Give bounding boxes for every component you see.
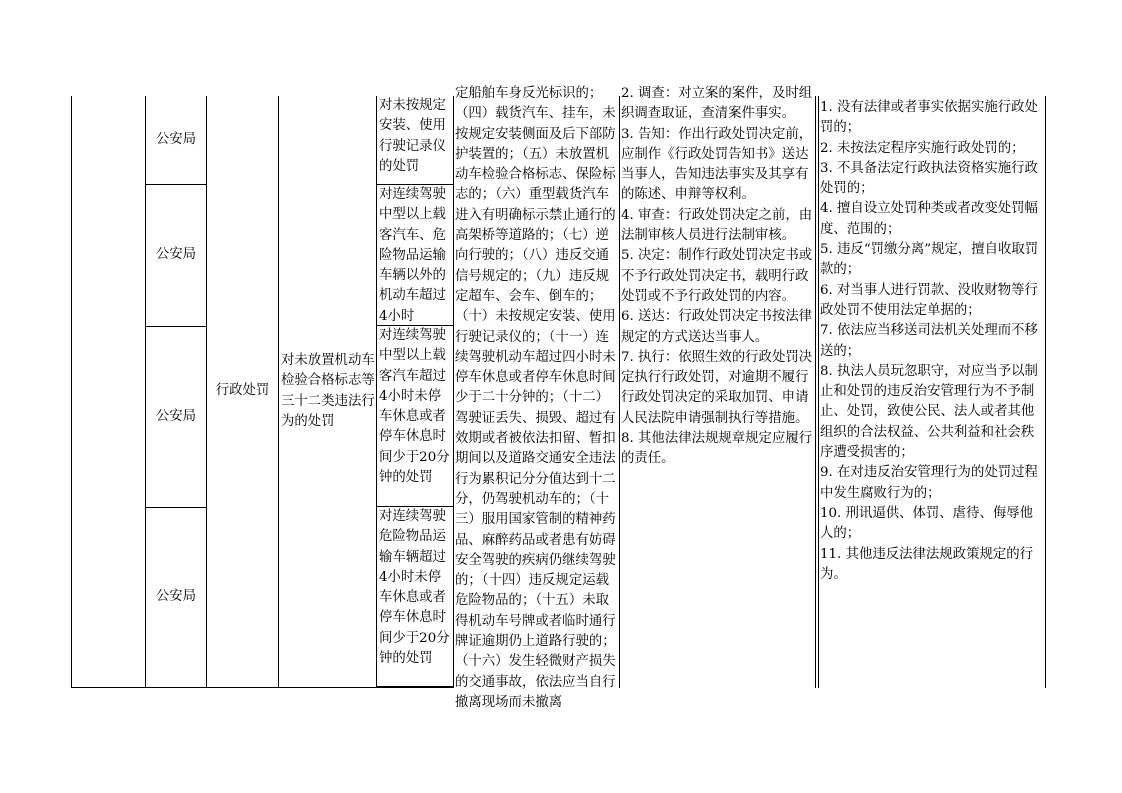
accountability-item: 2. 未按法定程序实施行政处罚的； xyxy=(820,140,1025,156)
agency-cell-3 xyxy=(146,327,206,507)
sub-item-cell-1 xyxy=(377,96,453,185)
sub-item: 对连续驾驶危险物品运输车辆超过4小时未停车休息或者停车休息时间少于20分钟的处罚 xyxy=(377,507,453,687)
table-border-bottom xyxy=(71,687,454,688)
agency-cell-4 xyxy=(146,508,206,687)
violations-text: 定船舶车身反光标识的；（四）载货汽车、挂车，未按规定安装侧面及后下部防护装置的；（五）未放置机动车检验合格标志、保险标志的；（六）重型载货汽车进入有明确标示禁止通行的高架桥等道路的；（七）逆向行驶的；（八）违反交通信号规定的；（九）违反规定超车、会车、倒车的；（十）未按规定安装、使用行驶记录仪的；（十一）连续驾驶机动车超过四小时未停车休息或者停车休息时间少于二十分钟的；（十二）驾驶证丢失、损毁、超过有效期或者被依法扣留、暂扣期间以及道路交通安全违法行为累积记分分值达到十二分，仍驾驶机动车的；（十三）服用国家管制的精神药品、麻醉药品或者患有妨碍安全驾驶的疾病仍继续驾驶的；（十四）违反规定运载危险物品的；（十五）未取得机动车号牌或者临时通行牌证逾期仍上道路行驶的；（十六）发生轻微财产损失的交通事故，依法应当自行撤离现场而未撤离 xyxy=(455,86,616,710)
accountability-item: 3. 不具备法定行政执法资格实施行政处罚的； xyxy=(820,160,1038,197)
accountability-item: 5. 违反“罚缴分离”规定，擅自收取罚款的； xyxy=(820,242,1039,278)
accountability-item: 1. 没有法律或者事实依据实施行政处罚的； xyxy=(820,100,1038,136)
accountability-item: 6. 对当事人进行罚款、没收财物等行政处罚不使用法定单据的； xyxy=(820,282,1038,318)
agency-label: 公安局 xyxy=(155,589,197,605)
procedure-step: 3. 告知：作出行政处罚决定前，应制作《行政处罚告知书》送达当事人，告知违法事实及其享有的陈述、申辩等权利。 xyxy=(621,126,813,203)
sub-item-cell-3 xyxy=(377,326,453,507)
procedure-list xyxy=(621,84,814,470)
item-name-cell xyxy=(281,96,375,687)
category-label: 行政处罚 xyxy=(215,383,270,399)
procedure-step: 2. 调查：对立案的案件，及时组织调查取证，查清案件事实。 xyxy=(621,86,813,122)
sub-item: 对未按规定安装、使用行驶记录仪的处罚 xyxy=(377,96,453,185)
accountability-item: 9. 在对违反治安管理行为的处罚过程中发生腐败行为的； xyxy=(820,465,1038,501)
accountability-item: 4. 擅自设立处罚种类或者改变处罚幅度、范围的； xyxy=(820,201,1038,237)
col-divider-7b xyxy=(818,96,819,688)
item-name-text: 对未放置机动车检验合格标志等三十二类违法行为的处罚 xyxy=(281,352,375,429)
agency-label: 公安局 xyxy=(155,247,197,263)
accountability-item: 7. 依法应当移送司法机关处理而不移送的； xyxy=(820,323,1038,359)
agency-label: 公安局 xyxy=(155,131,197,147)
accountability-item: 11. 其他违反法律法规政策规定的行为。 xyxy=(820,546,1034,582)
accountability-item: 10. 刑讯逼供、体罚、虐待、侮辱他人的； xyxy=(820,505,1034,542)
agency-cell-2 xyxy=(146,185,206,326)
category-cell xyxy=(207,96,278,687)
procedure-step: 4. 审查：行政处罚决定之前，由法制审核人员进行法制审核。 xyxy=(621,207,813,244)
table-border-left xyxy=(71,96,72,688)
procedure-step: 5. 决定：制作行政处罚决定书或不予行政处罚决定书，载明行政处罚或不予行政处罚的内容。 xyxy=(621,248,813,304)
col-divider-7 xyxy=(815,96,816,688)
accountability-cell xyxy=(820,96,1044,687)
accountability-list xyxy=(820,98,1044,585)
col-divider-3 xyxy=(278,96,279,688)
agency-label: 公安局 xyxy=(155,408,197,424)
col-divider-6 xyxy=(619,96,620,688)
sub-item-cell-4 xyxy=(377,507,453,687)
col-divider-5 xyxy=(453,96,454,688)
procedure-cell xyxy=(621,86,814,687)
accountability-item: 8. 执法人员玩忽职守，对应当予以制止和处罚的违反治安管理行为不予制止、处罚，致使公民、法人或者其他组织的合法权益、公共利益和社会秩序遭受损害的； xyxy=(820,363,1038,461)
violations-cell xyxy=(455,86,619,710)
sub-item: 对连续驾驶中型以上载客汽车、危险物品运输车辆以外的机动车超过4小时 xyxy=(377,185,453,326)
sub-item: 对连续驾驶中型以上载客汽车超过4小时未停车休息或者停车休息时间少于20分钟的处罚 xyxy=(377,326,453,507)
col-divider-8 xyxy=(1045,96,1046,688)
procedure-step: 8. 其他法律法规规章规定应履行的责任。 xyxy=(621,431,813,467)
sub-item-cell-2 xyxy=(377,185,453,326)
procedure-step: 6. 送达：行政处罚决定书按法律规定的方式送达当事人。 xyxy=(621,309,813,345)
agency-cell-1 xyxy=(146,96,206,184)
procedure-step: 7. 执行：依照生效的行政处罚决定执行行政处罚，对逾期不履行行政处罚决定的采取加罚、申请人民法院申请强制执行等措施。 xyxy=(621,349,813,426)
